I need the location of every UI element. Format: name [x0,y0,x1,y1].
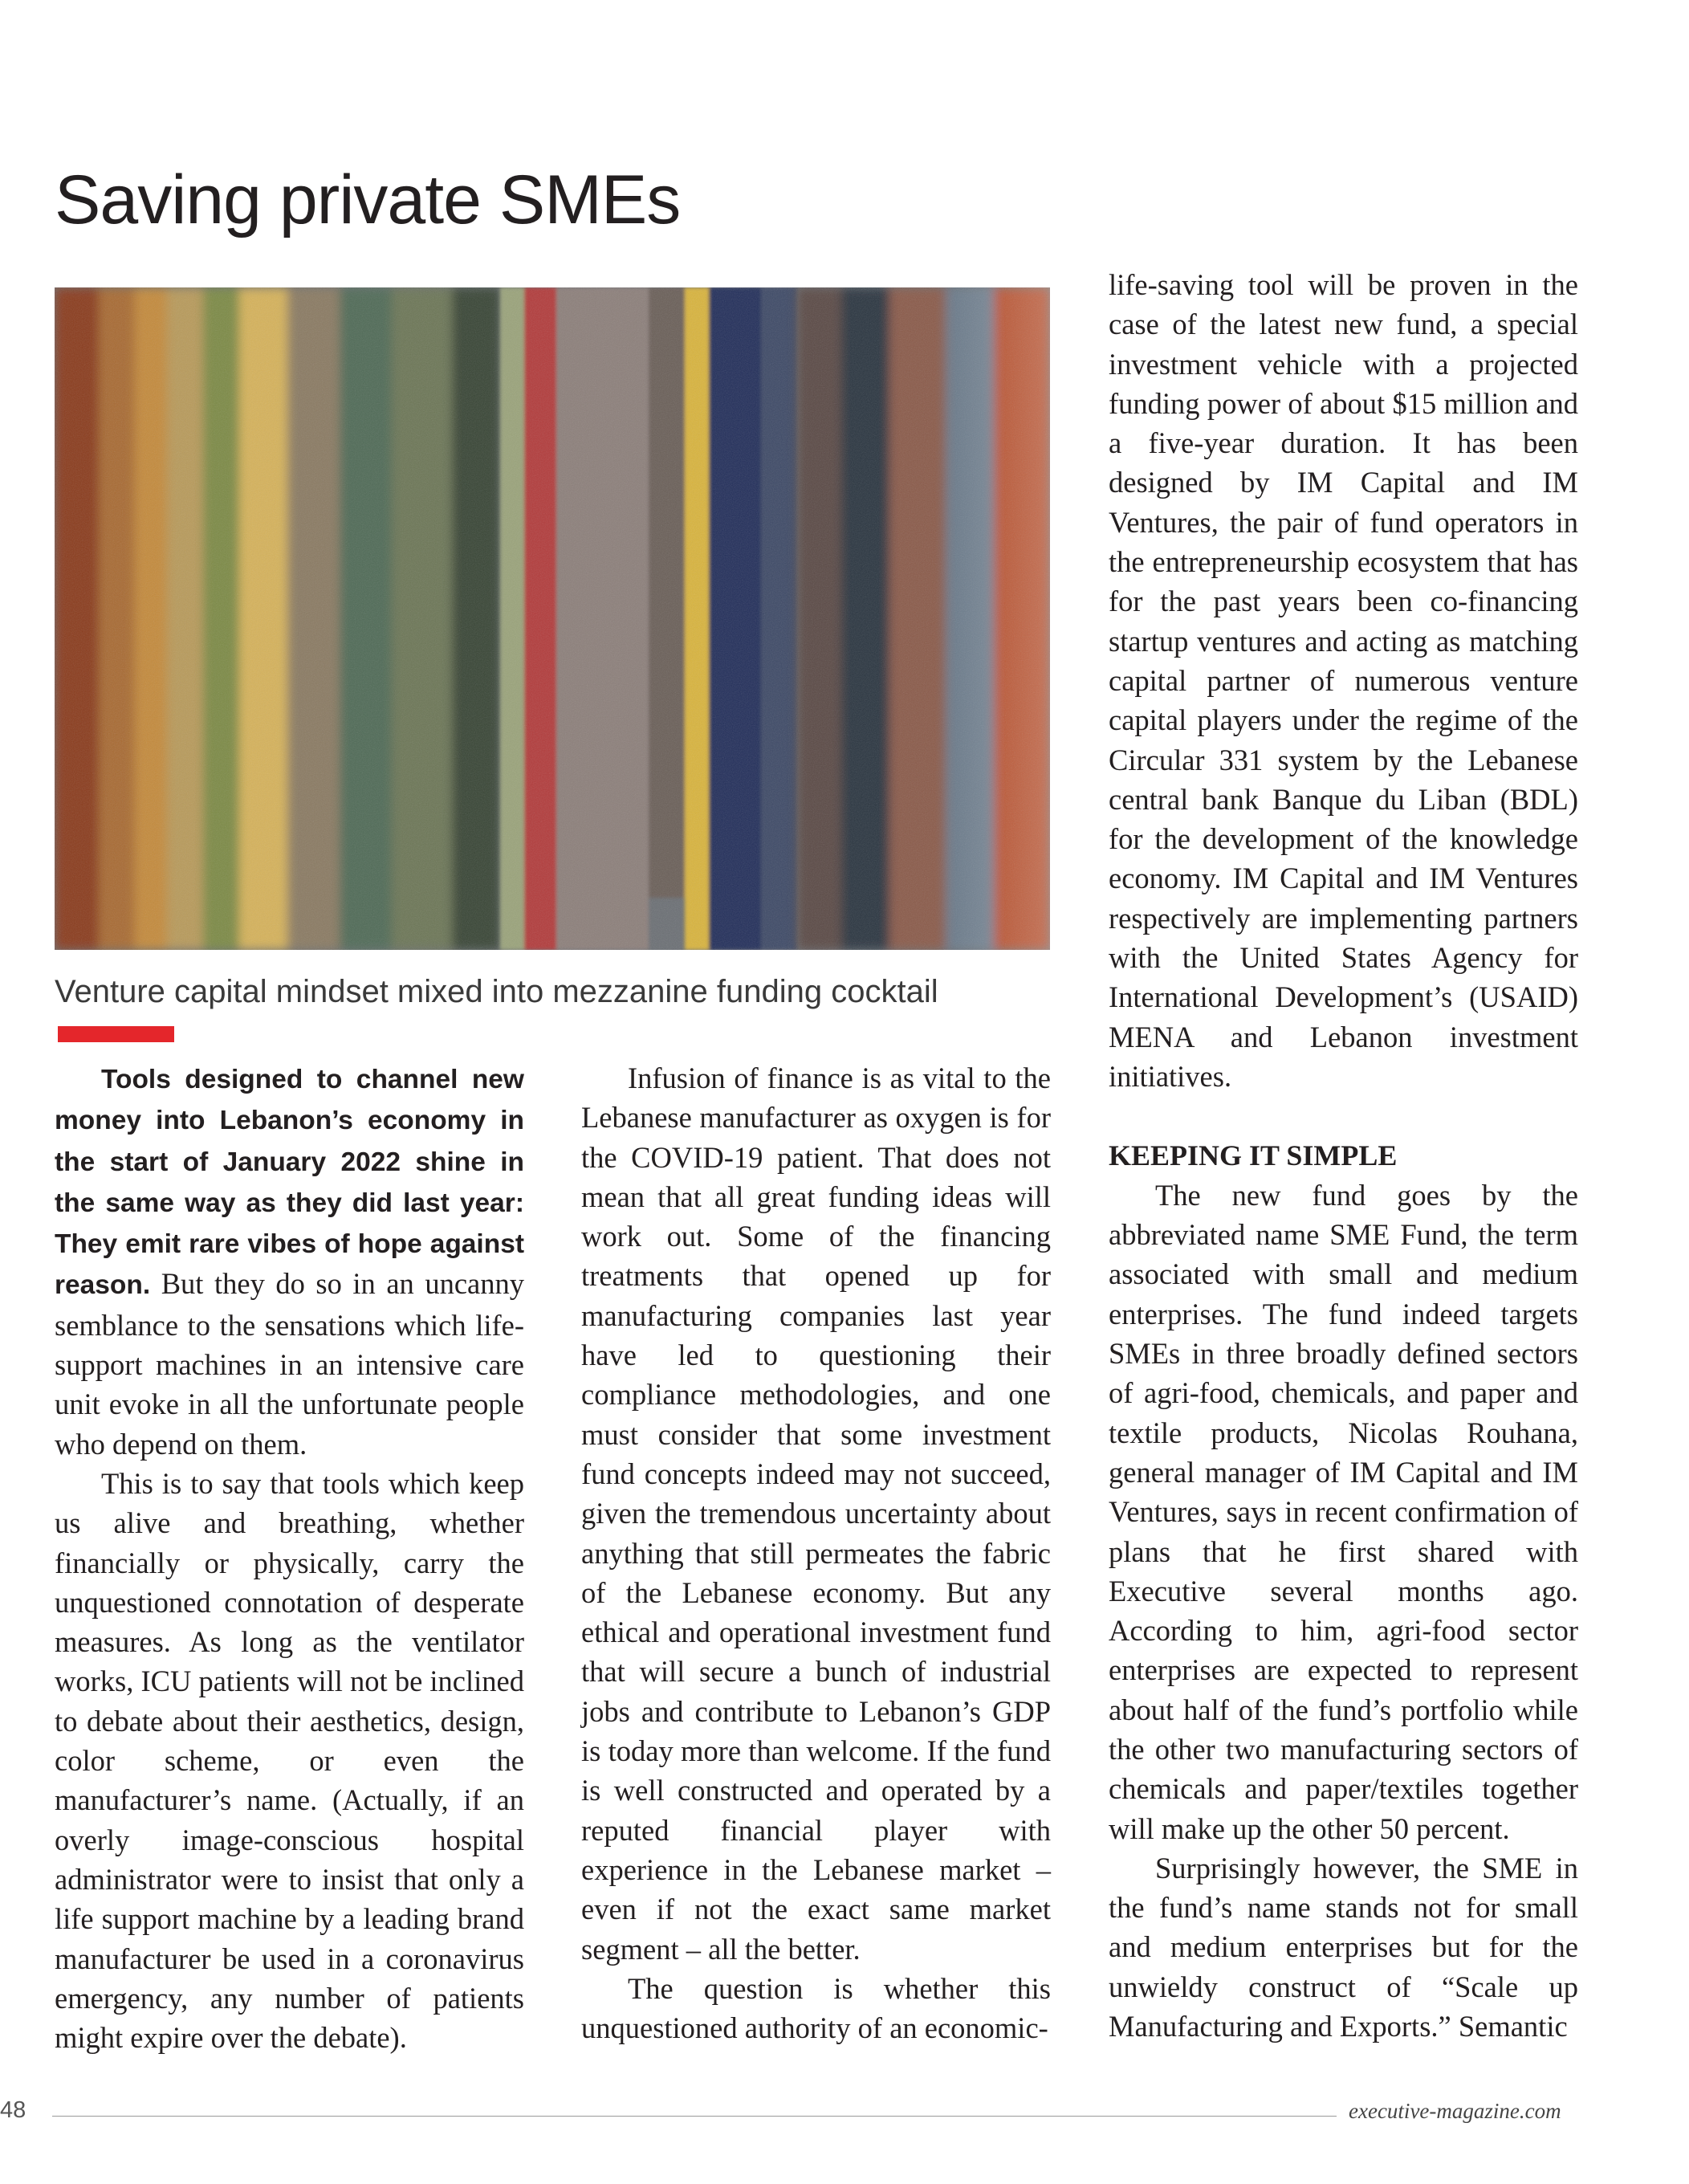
body-paragraph: The question is whether this unquestioned authority of an economic- [581,1971,1051,2045]
article-column-3 [1109,265,1578,2046]
article-column-2 [581,1058,1051,2048]
body-paragraph: life-saving tool will be proven in the case of the latest new fund, a special investment vehicle with a projected funding power of about $15 million and a five-year duration. It has been designed by IM Capital and IM Ventures, the pair of fund operators in the entrepreneurship ecosystem that has for the past years been co-financing startup ventures and acting as matching capital partner of numerous venture capital players under the regime of the Circular 331 system by the Lebanese central bank Banque du Liban (BDL) for the development of the knowledge economy. IM Capital and IM Ventures respectively are implementing partners with the United States Agency for International Development’s (USAID) MENA and Lebanon investment initiatives. [1109,268,1578,1093]
lead-paragraph [55,1058,524,1464]
lead-intro-rest: But they do so in an uncanny semblance to the sensations which life-support machines in an intensive care unit evoke in all the unfortunate people who depend on them. [55,1267,524,1461]
section-subhead: KEEPING IT SIMPLE [1109,1139,1398,1171]
body-paragraph: The new fund goes by the abbreviated name SME Fund, the term associated with small and medium enterprises. The fund indeed targets SMEs in three broadly defined sectors of agri-food, chemicals, and paper and textile products, Nicolas Rouhana, general manager of IM Capital and IM Ventures, says in recent confirmation of plans that he first shared with Executive several months ago. According to him, agri-food sector enterprises are expected to represent about half of the fund’s portfolio while the other two manufacturing sectors of chemicals and paper/textiles together will make up the other 50 percent. [1109,1178,1578,1845]
photo-caption: Venture capital mindset mixed into mezzanine funding cocktail [55,974,938,1009]
article-photo-fabric-swatches [55,287,1050,950]
footer-website: executive-magazine.com [1349,2099,1561,2123]
body-paragraph: Infusion of finance is as vital to the Lebanese manufacturer as oxygen is for the COVID-19 patient. That does not mean that all great funding ideas will work out. Some of the financing treatments that opened up for manufacturing companies last year have led to questioning their compliance methodologies, and one must consider that some investment fund concepts indeed may not succeed, given the tremendous uncertainty about anything that still permeates the fabric of the Lebanese economy. But any ethical and operational investment fund that will secure a bunch of industrial jobs and contribute to Lebanon’s GDP is today more than welcome. If the fund is well constructed and operated by a reputed financial player with experience in the Lebanese market – even if not the exact same market segment – all the better. [581,1061,1051,1966]
body-paragraph: This is to say that tools which keep us alive and breathing, whether financially or physically, carry the unquestioned connotation of desperate measures. As long as the ventilator works, ICU patients will not be inclined to debate about their aesthetics, design, color scheme, or even the manufacturer’s name. (Actually, if an overly image-conscious hospital administrator were to insist that only a life support machine by a leading brand manufacturer be used in a coronavirus emergency, any number of patients might expire over the debate). [55,1466,524,2055]
accent-bar [58,1026,174,1042]
article-title: Saving private SMEs [55,161,681,238]
body-paragraph: Surprisingly however, the SME in the fund’s name stands not for small and medium enterprises but for the unwieldy construct of “Scale up Manufacturing and Exports.” Semantic [1109,1851,1578,2043]
page-number: 48 [0,2097,26,2123]
footer-divider [52,2116,1337,2117]
lead-intro-bold: Tools designed to channel new money into Lebanon’s economy in the start of January 2022 shine in the same way as they did last year: They emit rare vibes of hope against reason. [55,1065,524,1301]
fabric-swatches-image [55,287,1050,950]
article-column-1 [55,1058,524,2057]
